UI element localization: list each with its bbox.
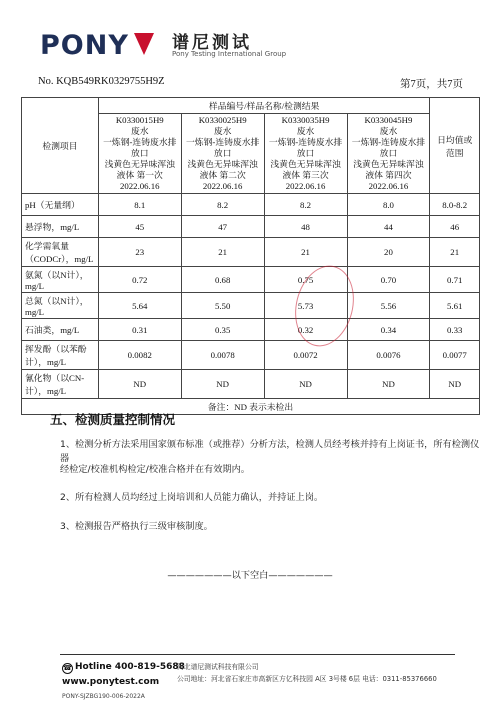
report-header — [40, 18, 470, 70]
result-cell: 5.56 — [347, 293, 430, 319]
result-cell: 0.0078 — [181, 341, 264, 370]
result-cell: ND — [98, 370, 181, 399]
qc-paragraph-1: 1、检测分析方法采用国家颁布标准（或推荐）分析方法，检测人员经考核并持有上岗证书，所有检测仪器 — [60, 439, 480, 464]
sample-line2: 废水 — [296, 126, 315, 136]
result-cell: 47 — [181, 216, 264, 238]
limit-cell: 0.71 — [430, 267, 480, 293]
sample-id: K0330045H9 — [364, 115, 413, 125]
result-cell: 8.0 — [347, 194, 430, 216]
sample-id: K0330025H9 — [198, 115, 247, 125]
result-cell: 8.2 — [181, 194, 264, 216]
result-cell: 0.31 — [98, 319, 181, 341]
result-cell: 20 — [347, 238, 430, 267]
limit-cell: 0.33 — [430, 319, 480, 341]
sample-line4: 浅黄色无异味浑浊液体 第四次 — [353, 159, 424, 180]
result-cell: 48 — [264, 216, 347, 238]
result-cell: 5.73 — [264, 293, 347, 319]
brand-triangle-icon — [134, 33, 154, 55]
row-item-label: 氨氮（以N计），mg/L — [22, 267, 99, 293]
footer-company: 河北谱尼测试科技有限公司 — [177, 663, 259, 671]
sample-line2: 废水 — [213, 126, 232, 136]
result-cell: 21 — [264, 238, 347, 267]
table-row — [22, 238, 480, 267]
sample-line2: 废水 — [379, 126, 398, 136]
sample-line4: 浅黄色无异味浑浊液体 第三次 — [270, 159, 341, 180]
results-table — [21, 97, 480, 415]
report-number: No. KQB549RK0329755H9Z — [38, 76, 165, 87]
sample-header-cell — [264, 114, 347, 194]
result-cell: 5.64 — [98, 293, 181, 319]
result-cell: ND — [181, 370, 264, 399]
blank-marker: ———————以下空白——————— — [167, 570, 333, 581]
page-indicator: 第7页，共7页 — [400, 79, 463, 90]
result-cell: 0.70 — [347, 267, 430, 293]
result-cell: ND — [347, 370, 430, 399]
hotline-text: Hotline 400-819-5688 — [75, 662, 185, 672]
result-cell: 21 — [181, 238, 264, 267]
result-cell: 44 — [347, 216, 430, 238]
result-cell: 0.35 — [181, 319, 264, 341]
footer-address: 公司地址：河北省石家庄市高新区方亿科技园 A区 3号楼 6层 电话：0311-85376660 — [177, 675, 437, 683]
brand-logo-text: PONY — [40, 30, 129, 61]
item-header: 检测项目 — [22, 98, 99, 194]
brand-name-en: Pony Testing International Group — [172, 50, 287, 58]
limit-cell: 5.61 — [430, 293, 480, 319]
result-cell: 0.0072 — [264, 341, 347, 370]
sample-id: K0330015H9 — [115, 115, 164, 125]
sample-date: 2022.06.16 — [285, 181, 326, 191]
sample-header-cell — [98, 114, 181, 194]
table-note: 备注：ND 表示未检出 — [22, 399, 480, 415]
table-row — [22, 341, 480, 370]
result-cell: 0.32 — [264, 319, 347, 341]
sample-date: 2022.06.16 — [368, 181, 409, 191]
result-cell: 0.0082 — [98, 341, 181, 370]
sample-line3: 一炼钢-连铸废水排放口 — [103, 137, 177, 158]
sample-id: K0330035H9 — [281, 115, 330, 125]
row-item-label: 氰化物（以CN-计），mg/L — [22, 370, 99, 399]
section-title: 五、检测质量控制情况 — [50, 412, 176, 427]
result-cell: 0.75 — [264, 267, 347, 293]
footer-doc-id: PONY-SJZBG190-006-2022A — [62, 693, 145, 700]
row-item-label: pH（无量纲） — [22, 194, 99, 216]
result-cell: 0.34 — [347, 319, 430, 341]
data-rows — [22, 194, 480, 399]
sample-line3: 一炼钢-连铸废水排放口 — [351, 137, 426, 158]
result-cell: 45 — [98, 216, 181, 238]
footer-website: www.ponytest.com — [62, 677, 160, 687]
sample-date: 2022.06.16 — [202, 181, 243, 191]
result-cell: 0.72 — [98, 267, 181, 293]
result-cell: ND — [264, 370, 347, 399]
limit-cell: 0.0077 — [430, 341, 480, 370]
sample-line3: 一炼钢-连铸废水排放口 — [268, 137, 343, 158]
phone-icon: ☎ — [63, 664, 72, 672]
table-row — [22, 194, 480, 216]
footer-divider — [60, 654, 455, 655]
qc-paragraph-3: 3、检测报告严格执行三级审核制度。 — [60, 521, 213, 532]
sample-header-cell — [347, 114, 430, 194]
row-item-label: 化学需氧量（CODCr），mg/L — [22, 238, 99, 267]
sample-line3: 一炼钢-连铸废水排放口 — [186, 137, 260, 158]
sample-line4: 浅黄色无异味浑浊液体 第二次 — [187, 159, 258, 180]
table-row — [22, 370, 480, 399]
result-cell: 8.1 — [98, 194, 181, 216]
footer-hotline — [62, 662, 185, 674]
limit-cell: 46 — [430, 216, 480, 238]
limit-cell: 21 — [430, 238, 480, 267]
row-item-label: 挥发酚（以苯酚计），mg/L — [22, 341, 99, 370]
result-cell: 8.2 — [264, 194, 347, 216]
table-row — [22, 267, 480, 293]
sample-line2: 废水 — [130, 126, 149, 136]
limit-header: 日均值或范围 — [430, 98, 480, 194]
result-cell: 23 — [98, 238, 181, 267]
table-row — [22, 293, 480, 319]
limit-cell: 8.0-8.2 — [430, 194, 480, 216]
sample-line4: 浅黄色无异味浑浊液体 第一次 — [104, 159, 175, 180]
sample-date: 2022.06.16 — [119, 181, 160, 191]
table-row — [22, 216, 480, 238]
row-item-label: 石油类，mg/L — [22, 319, 99, 341]
result-cell: 0.0076 — [347, 341, 430, 370]
row-item-label: 悬浮物，mg/L — [22, 216, 99, 238]
qc-paragraph-1-cont: 经检定/校准机构检定/校准合格并在有效期内。 — [60, 464, 250, 475]
result-cell: 0.68 — [181, 267, 264, 293]
brand-name-cn: 谱尼测试 — [172, 33, 252, 53]
table-row — [22, 319, 480, 341]
row-item-label: 总氮（以N计），mg/L — [22, 293, 99, 319]
limit-cell: ND — [430, 370, 480, 399]
qc-paragraph-2: 2、所有检测人员均经过上岗培训和人员能力确认，并持证上岗。 — [60, 492, 324, 503]
group-header: 样品编号/样品名称/检测结果 — [98, 98, 430, 114]
sample-header-cell — [181, 114, 264, 194]
result-cell: 5.50 — [181, 293, 264, 319]
